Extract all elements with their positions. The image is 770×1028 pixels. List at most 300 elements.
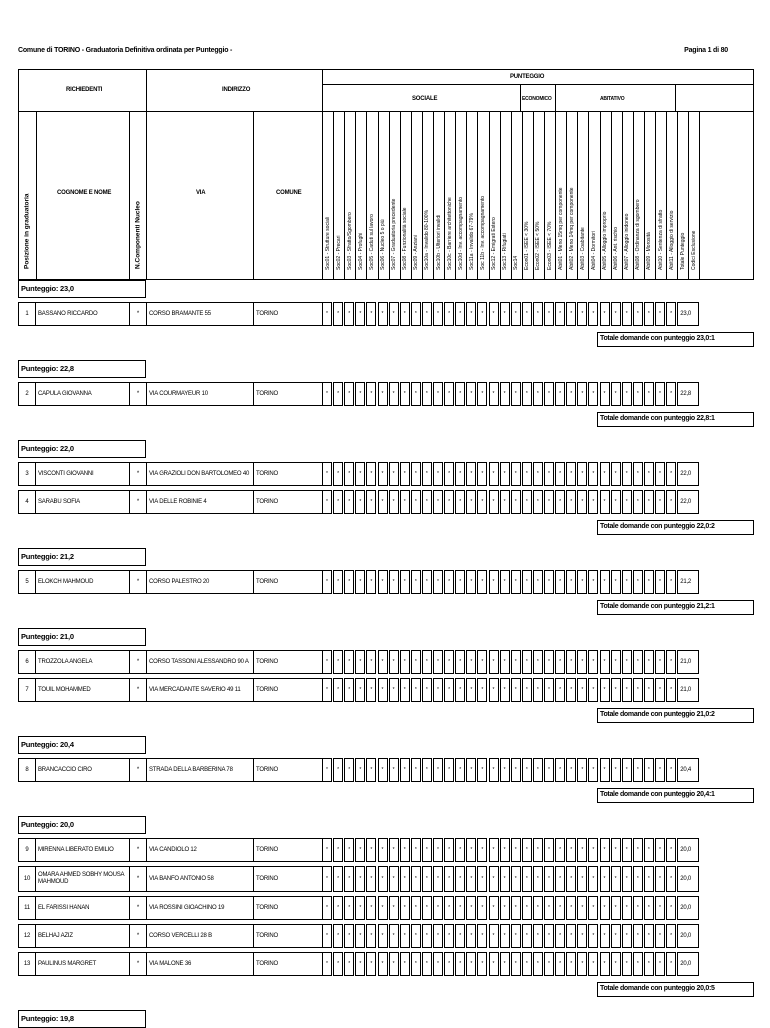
score-column-header <box>444 111 455 280</box>
group-total: Totale domande con punteggio 23,0:1 <box>597 332 754 347</box>
score-cell: * <box>466 570 476 594</box>
score-cell: * <box>533 758 543 782</box>
comune-cell: TORINO <box>253 490 323 514</box>
score-column-label: Soc04 - Profughi <box>357 232 364 270</box>
score-cell: * <box>500 490 510 514</box>
score-cell: * <box>555 838 565 862</box>
componenti-cell: * <box>129 678 147 702</box>
total-score-cell: 23,0 <box>677 302 699 326</box>
via-cell: CORSO BRAMANTE 55 <box>146 302 254 326</box>
score-column-header <box>489 111 500 280</box>
score-cell: * <box>611 838 621 862</box>
table-row <box>18 490 754 514</box>
score-cell: * <box>366 462 376 486</box>
group-title: Punteggio: 21,0 <box>18 628 146 646</box>
score-cell: * <box>355 490 365 514</box>
table-row <box>18 896 754 920</box>
score-cell: * <box>533 462 543 486</box>
score-cell: * <box>433 896 443 920</box>
score-cell: * <box>422 896 432 920</box>
score-cell: * <box>577 866 587 892</box>
score-column-header <box>522 111 533 280</box>
score-column-label: Soc 11b - Inv. accompagnamento <box>479 195 486 270</box>
page-header-left: Comune di TORINO - Graduatoria Definitiva ordinata per Punteggio - <box>18 47 233 54</box>
score-cell: * <box>544 490 554 514</box>
abitativo-label: ABITATIVO <box>600 96 625 102</box>
score-cell: * <box>633 570 643 594</box>
score-cell: * <box>400 490 410 514</box>
score-cell: * <box>622 490 632 514</box>
name-cell: OMARA AHMED SOBHY MOUSA MAHMOUD <box>35 866 130 892</box>
score-cell: * <box>400 570 410 594</box>
score-cell: * <box>455 490 465 514</box>
score-column-header <box>366 111 377 280</box>
score-cell: * <box>477 896 487 920</box>
score-cell: * <box>344 924 354 948</box>
score-cell: * <box>333 678 343 702</box>
score-column-header <box>400 111 411 280</box>
score-cell: * <box>400 896 410 920</box>
score-cell: * <box>422 758 432 782</box>
position-cell: 4 <box>18 490 36 514</box>
comune-cell: TORINO <box>253 462 323 486</box>
name-cell: MIRENNA LIBERATO EMILIO <box>35 838 130 862</box>
score-cell: * <box>444 302 454 326</box>
score-cell: * <box>322 650 332 674</box>
score-cell: * <box>378 896 388 920</box>
score-cell: * <box>500 570 510 594</box>
score-cell: * <box>366 570 376 594</box>
table-row <box>18 302 754 326</box>
score-cell: * <box>489 462 499 486</box>
comune-cell: TORINO <box>253 838 323 862</box>
score-cell: * <box>433 758 443 782</box>
score-cell: * <box>477 758 487 782</box>
score-cell: * <box>400 838 410 862</box>
score-cell: * <box>544 302 554 326</box>
table-row <box>18 866 754 892</box>
score-cell: * <box>566 570 576 594</box>
total-score-cell: 21,2 <box>677 570 699 594</box>
score-cell: * <box>555 896 565 920</box>
group-total: Totale domande con punteggio 20,0:5 <box>597 982 754 997</box>
score-column-header <box>333 111 344 280</box>
score-cell: * <box>533 302 543 326</box>
score-column-header <box>644 111 655 280</box>
score-cell: * <box>466 866 476 892</box>
group-total: Totale domande con punteggio 21,0:2 <box>597 708 754 723</box>
score-column-label: Soc13 - Rifugiati <box>502 233 509 270</box>
score-column-header <box>555 111 566 280</box>
score-cell: * <box>611 490 621 514</box>
score-column-header <box>600 111 611 280</box>
score-cell: * <box>422 678 432 702</box>
score-cell: * <box>655 570 665 594</box>
score-cell: * <box>555 570 565 594</box>
score-cell: * <box>444 838 454 862</box>
score-cell: * <box>455 302 465 326</box>
score-cell: * <box>644 382 654 406</box>
score-column-label: Soc06 - Nucleo 5 o più <box>380 219 386 270</box>
score-cell: * <box>588 302 598 326</box>
score-cell: * <box>622 678 632 702</box>
score-cell: * <box>600 302 610 326</box>
score-column-label: Abit07 - Alloggio inidoneo <box>624 213 631 270</box>
score-cell: * <box>555 866 565 892</box>
score-cell: * <box>600 382 610 406</box>
indirizzo-label: INDIRIZZO <box>222 87 251 93</box>
score-cell: * <box>455 678 465 702</box>
table-row <box>18 462 754 486</box>
score-cell: * <box>666 462 676 486</box>
economico-label: ECONOMICO <box>522 96 552 102</box>
componenti-cell: * <box>129 952 147 976</box>
score-column-header <box>511 111 522 280</box>
score-cell: * <box>355 838 365 862</box>
score-cell: * <box>577 382 587 406</box>
score-cell: * <box>466 896 476 920</box>
comune-cell: TORINO <box>253 382 323 406</box>
score-cell: * <box>533 570 543 594</box>
position-cell: 13 <box>18 952 36 976</box>
name-cell: BRANCACCIO CIRO <box>35 758 130 782</box>
score-cell: * <box>600 462 610 486</box>
score-cell: * <box>333 952 343 976</box>
score-column-label: Abit06 - Ant. rischio <box>613 226 620 270</box>
score-cell: * <box>622 838 632 862</box>
score-cell: * <box>433 382 443 406</box>
score-cell: * <box>588 490 598 514</box>
total-score-cell: 20,0 <box>677 924 699 948</box>
componenti-cell: * <box>129 570 147 594</box>
score-column-header <box>455 111 466 280</box>
score-cell: * <box>522 678 532 702</box>
score-cell: * <box>600 924 610 948</box>
score-cell: * <box>655 382 665 406</box>
score-cell: * <box>378 570 388 594</box>
score-cell: * <box>344 866 354 892</box>
score-cell: * <box>455 924 465 948</box>
score-cell: * <box>522 570 532 594</box>
score-cell: * <box>622 866 632 892</box>
score-cell: * <box>577 838 587 862</box>
score-cell: * <box>588 462 598 486</box>
score-cell: * <box>333 924 343 948</box>
componenti-cell: * <box>129 838 147 862</box>
score-cell: * <box>622 650 632 674</box>
score-cell: * <box>588 896 598 920</box>
posizione-header <box>18 111 36 280</box>
score-cell: * <box>333 650 343 674</box>
score-cell: * <box>333 302 343 326</box>
name-cell: ELOKCH MAHMOUD <box>35 570 130 594</box>
score-cell: * <box>511 462 521 486</box>
score-column-label: Soc10b - Ulteriori invalidi <box>435 214 442 270</box>
score-column-label: Econ03 - ISEE < 70% <box>546 221 553 270</box>
score-cell: * <box>389 302 399 326</box>
componenti-header <box>130 111 146 280</box>
score-cell: * <box>500 924 510 948</box>
divider <box>36 111 37 280</box>
score-cell: * <box>666 924 676 948</box>
name-cell: SARABU SOFIA <box>35 490 130 514</box>
score-cell: * <box>466 382 476 406</box>
score-cell: * <box>566 650 576 674</box>
score-column-label: Abit04 - Dormitori <box>590 231 597 270</box>
score-cell: * <box>344 490 354 514</box>
componenti-cell: * <box>129 302 147 326</box>
score-cell: * <box>600 570 610 594</box>
group-title: Punteggio: 22,0 <box>18 440 146 458</box>
score-cell: * <box>489 758 499 782</box>
score-cell: * <box>566 924 576 948</box>
score-cell: * <box>366 758 376 782</box>
score-cell: * <box>344 678 354 702</box>
score-cell: * <box>455 462 465 486</box>
score-cell: * <box>588 838 598 862</box>
name-cell: PAULINUS MARGRET <box>35 952 130 976</box>
score-cell: * <box>600 866 610 892</box>
score-cell: * <box>366 302 376 326</box>
score-cell: * <box>378 924 388 948</box>
score-cell: * <box>477 924 487 948</box>
score-cell: * <box>566 866 576 892</box>
score-cell: * <box>500 462 510 486</box>
score-cell: * <box>411 650 421 674</box>
score-cell: * <box>322 924 332 948</box>
score-cell: * <box>489 678 499 702</box>
score-cell: * <box>511 924 521 948</box>
score-cell: * <box>400 462 410 486</box>
score-cell: * <box>444 678 454 702</box>
score-column-header <box>633 111 644 280</box>
group-total: Totale domande con punteggio 22,8:1 <box>597 412 754 427</box>
score-cell: * <box>544 896 554 920</box>
score-cell: * <box>577 490 587 514</box>
score-column-header <box>622 111 633 280</box>
componenti-cell: * <box>129 896 147 920</box>
score-column-label: Soc05 - Caduti sul lavoro <box>368 214 375 270</box>
score-cell: * <box>444 924 454 948</box>
score-cell: * <box>333 490 343 514</box>
score-cell: * <box>633 490 643 514</box>
score-cell: * <box>555 650 565 674</box>
score-cell: * <box>466 650 476 674</box>
group-title: Punteggio: 20,0 <box>18 816 146 834</box>
score-cell: * <box>422 952 432 976</box>
score-cell: * <box>366 896 376 920</box>
via-cell: VIA BANFO ANTONIO 58 <box>146 866 254 892</box>
score-cell: * <box>577 570 587 594</box>
score-cell: * <box>466 952 476 976</box>
score-cell: * <box>655 896 665 920</box>
score-cell: * <box>422 650 432 674</box>
table-row <box>18 650 754 674</box>
score-cell: * <box>511 758 521 782</box>
score-column-header <box>677 111 688 280</box>
group-total: Totale domande con punteggio 20,4:1 <box>597 788 754 803</box>
score-cell: * <box>322 678 332 702</box>
via-cell: CORSO TASSONI ALESSANDRO 90 A <box>146 650 254 674</box>
score-cell: * <box>633 382 643 406</box>
score-cell: * <box>622 924 632 948</box>
score-cell: * <box>366 650 376 674</box>
score-cell: * <box>355 758 365 782</box>
score-cell: * <box>600 650 610 674</box>
score-cell: * <box>655 866 665 892</box>
score-cell: * <box>322 302 332 326</box>
group-title: Punteggio: 23,0 <box>18 280 146 298</box>
score-cell: * <box>611 462 621 486</box>
score-cell: * <box>622 570 632 594</box>
score-cell: * <box>344 952 354 976</box>
comune-cell: TORINO <box>253 866 323 892</box>
score-cell: * <box>477 838 487 862</box>
score-cell: * <box>433 302 443 326</box>
punteggio-label: PUNTEGGIO <box>510 74 545 80</box>
score-cell: * <box>566 490 576 514</box>
score-cell: * <box>366 866 376 892</box>
score-column-label: Totale Punteggio <box>679 232 686 270</box>
score-cell: * <box>422 838 432 862</box>
score-cell: * <box>411 838 421 862</box>
score-cell: * <box>566 758 576 782</box>
score-cell: * <box>389 678 399 702</box>
score-cell: * <box>422 570 432 594</box>
score-column-header <box>655 111 666 280</box>
comune-cell: TORINO <box>253 952 323 976</box>
score-cell: * <box>577 462 587 486</box>
score-cell: * <box>511 570 521 594</box>
total-score-cell: 20,0 <box>677 952 699 976</box>
score-cell: * <box>400 382 410 406</box>
score-cell: * <box>588 570 598 594</box>
score-cell: * <box>644 650 654 674</box>
score-column-label: Soc11a - Invalido 67-79% <box>468 213 475 270</box>
score-cell: * <box>322 952 332 976</box>
table-row <box>18 952 754 976</box>
score-cell: * <box>322 758 332 782</box>
score-cell: * <box>511 490 521 514</box>
score-cell: * <box>522 302 532 326</box>
score-cell: * <box>633 462 643 486</box>
comune-cell: TORINO <box>253 302 323 326</box>
score-cell: * <box>544 650 554 674</box>
via-cell: VIA MALONE 36 <box>146 952 254 976</box>
score-cell: * <box>522 462 532 486</box>
score-cell: * <box>644 678 654 702</box>
score-cell: * <box>455 758 465 782</box>
via-cell: VIA GRAZIOLI DON BARTOLOMEO 40 <box>146 462 254 486</box>
score-cell: * <box>344 758 354 782</box>
score-cell: * <box>422 462 432 486</box>
score-cell: * <box>577 952 587 976</box>
score-cell: * <box>611 302 621 326</box>
score-cell: * <box>433 678 443 702</box>
score-cell: * <box>622 302 632 326</box>
score-cell: * <box>455 838 465 862</box>
score-cell: * <box>366 924 376 948</box>
divider <box>146 111 147 280</box>
score-column-header <box>611 111 622 280</box>
score-cell: * <box>644 490 654 514</box>
name-cell: BELHAJ AZIZ <box>35 924 130 948</box>
score-cell: * <box>489 866 499 892</box>
group-title: Punteggio: 19,8 <box>18 1010 146 1028</box>
score-cell: * <box>455 382 465 406</box>
score-cell: * <box>455 650 465 674</box>
score-cell: * <box>378 650 388 674</box>
score-cell: * <box>511 952 521 976</box>
score-cell: * <box>355 462 365 486</box>
score-cell: * <box>489 490 499 514</box>
score-cell: * <box>433 490 443 514</box>
score-cell: * <box>411 758 421 782</box>
score-column-label: Soc12 - Emigrati Estero <box>491 217 497 270</box>
componenti-cell: * <box>129 462 147 486</box>
position-cell: 6 <box>18 650 36 674</box>
score-cell: * <box>466 678 476 702</box>
score-column-header <box>411 111 422 280</box>
score-cell: * <box>422 302 432 326</box>
score-cell: * <box>500 758 510 782</box>
score-column-header <box>566 111 577 280</box>
score-cell: * <box>366 838 376 862</box>
score-cell: * <box>344 570 354 594</box>
name-cell: TOUIL MOHAMMED <box>35 678 130 702</box>
table-row <box>18 570 754 594</box>
score-cell: * <box>577 302 587 326</box>
score-column-header <box>389 111 400 280</box>
position-cell: 9 <box>18 838 36 862</box>
score-column-header <box>378 111 389 280</box>
score-cell: * <box>378 678 388 702</box>
cognome-nome-label: COGNOME E NOME <box>57 190 112 196</box>
score-cell: * <box>433 462 443 486</box>
score-cell: * <box>655 952 665 976</box>
score-cell: * <box>344 382 354 406</box>
score-cell: * <box>666 896 676 920</box>
position-cell: 2 <box>18 382 36 406</box>
score-cell: * <box>444 462 454 486</box>
score-cell: * <box>644 758 654 782</box>
score-cell: * <box>655 462 665 486</box>
score-cell: * <box>644 838 654 862</box>
score-cell: * <box>655 838 665 862</box>
sociale-label: SOCIALE <box>412 96 438 102</box>
score-cell: * <box>566 382 576 406</box>
score-cell: * <box>666 866 676 892</box>
score-cell: * <box>433 952 443 976</box>
score-cell: * <box>500 302 510 326</box>
comune-cell: TORINO <box>253 570 323 594</box>
score-cell: * <box>466 490 476 514</box>
score-cell: * <box>622 382 632 406</box>
score-cell: * <box>566 302 576 326</box>
table-row <box>18 758 754 782</box>
score-cell: * <box>489 382 499 406</box>
total-score-cell: 22,8 <box>677 382 699 406</box>
table-row <box>18 678 754 702</box>
score-cell: * <box>333 462 343 486</box>
score-cell: * <box>611 650 621 674</box>
position-cell: 3 <box>18 462 36 486</box>
divider <box>253 111 254 280</box>
score-cell: * <box>611 924 621 948</box>
score-cell: * <box>500 382 510 406</box>
score-cell: * <box>477 302 487 326</box>
score-cell: * <box>511 896 521 920</box>
